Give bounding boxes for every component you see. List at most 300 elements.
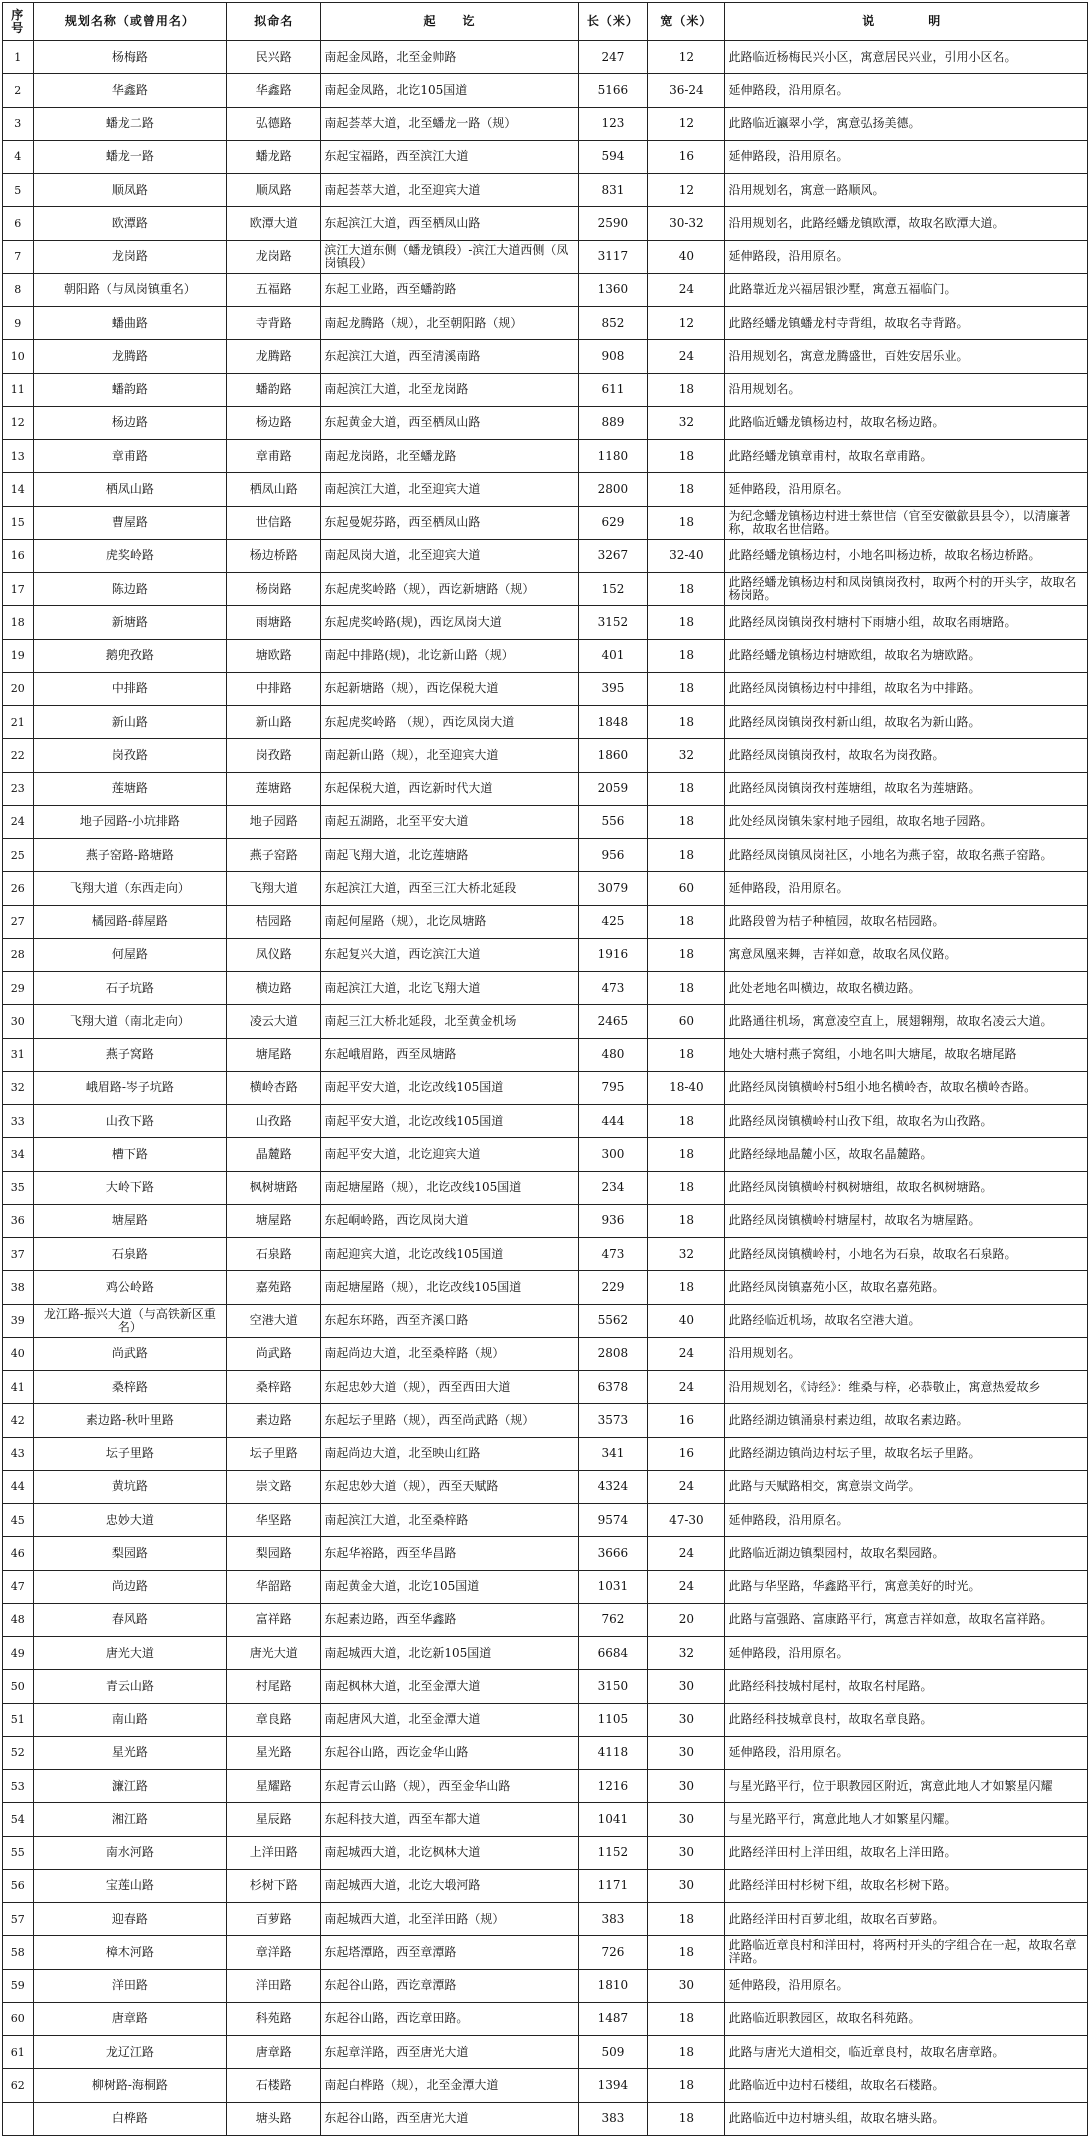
cell-proposed-name: 杨岗路 [227,573,321,606]
cell-length: 611 [578,373,648,406]
cell-route: 南起白桦路（规），北至金潭大道 [321,2069,578,2102]
cell-width: 18-40 [648,1071,725,1104]
cell-length: 2059 [578,772,648,805]
cell-no: 58 [3,1936,34,1969]
cell-width: 18 [648,938,725,971]
cell-route: 南起金凤路，北至金帅路 [321,41,578,74]
table-row [3,1603,1088,1636]
cell-no: 39 [3,1304,34,1337]
cell-description: 此路经凤岗镇横岭村5组小地名横岭杏，故取名横岭杏路。 [725,1071,1088,1104]
cell-proposed-name: 唐光大道 [227,1637,321,1670]
cell-description: 此路经蟠龙镇蟠龙村寺背组，故取名寺背路。 [725,307,1088,340]
cell-length: 4324 [578,1470,648,1503]
cell-planned-name: 华鑫路 [33,74,226,107]
cell-width: 16 [648,1404,725,1437]
cell-description: 沿用规划名。 [725,1337,1088,1370]
cell-width: 32 [648,1637,725,1670]
table-header-row [3,3,1088,41]
cell-description: 此路临近湖边镇梨园村，故取名梨园路。 [725,1537,1088,1570]
cell-proposed-name: 凤仪路 [227,938,321,971]
cell-route: 南起黄金大道，北讫105国道 [321,1570,578,1603]
cell-length: 395 [578,672,648,705]
cell-no: 29 [3,972,34,1005]
cell-width: 18 [648,440,725,473]
cell-description: 此路通往机场，寓意凌空直上，展翅翱翔，故取名凌云大道。 [725,1005,1088,1038]
cell-description: 延伸路段，沿用原名。 [725,1637,1088,1670]
table-row [3,1869,1088,1902]
cell-length: 1031 [578,1570,648,1603]
table-row [3,273,1088,306]
cell-proposed-name: 石楼路 [227,2069,321,2102]
cell-no: 31 [3,1038,34,1071]
cell-width: 16 [648,1437,725,1470]
cell-proposed-name: 龙腾路 [227,340,321,373]
cell-no: 61 [3,2036,34,2069]
cell-proposed-name: 章甫路 [227,440,321,473]
cell-proposed-name: 五福路 [227,273,321,306]
cell-planned-name: 飞翔大道（东西走向） [33,872,226,905]
cell-proposed-name: 栖凤山路 [227,473,321,506]
cell-proposed-name: 星耀路 [227,1770,321,1803]
cell-no: 38 [3,1271,34,1304]
cell-planned-name: 蟠韵路 [33,373,226,406]
cell-width: 24 [648,1371,725,1404]
cell-description: 此路经湖边镇涌泉村素边组，故取名素边路。 [725,1404,1088,1437]
cell-no: 14 [3,473,34,506]
cell-route: 东起峒岭路，西讫凤岗大道 [321,1204,578,1237]
cell-route: 南起唐风大道，北至金潭大道 [321,1703,578,1736]
cell-planned-name: 青云山路 [33,1670,226,1703]
table-row [3,1437,1088,1470]
cell-description: 此路经凤岗镇嘉苑小区，故取名嘉苑路。 [725,1271,1088,1304]
cell-route: 滨江大道东侧（蟠龙镇段）-滨江大道西侧（凤岗镇段） [321,240,578,273]
cell-planned-name: 春风路 [33,1603,226,1636]
cell-proposed-name: 晶麓路 [227,1138,321,1171]
cell-length: 889 [578,406,648,439]
header-route: 起 讫 [321,3,578,41]
cell-description: 此路经洋田村上洋田组，故取名上洋田路。 [725,1836,1088,1869]
cell-no: 34 [3,1138,34,1171]
cell-length: 1916 [578,938,648,971]
cell-proposed-name: 桔园路 [227,905,321,938]
cell-planned-name: 陈边路 [33,573,226,606]
cell-route: 东起滨江大道，西至清溪南路 [321,340,578,373]
cell-length: 1860 [578,739,648,772]
cell-planned-name: 栖凤山路 [33,473,226,506]
cell-no: 49 [3,1637,34,1670]
cell-length: 6684 [578,1637,648,1670]
cell-planned-name: 南水河路 [33,1836,226,1869]
table-row [3,639,1088,672]
cell-proposed-name: 百萝路 [227,1903,321,1936]
cell-route: 东起黄金大道，西至栖凤山路 [321,406,578,439]
cell-no: 27 [3,905,34,938]
cell-route: 东起复兴大道，西讫滨江大道 [321,938,578,971]
cell-route: 东起滨江大道，西至三江大桥北延段 [321,872,578,905]
cell-width: 18 [648,506,725,539]
cell-width: 18 [648,905,725,938]
cell-no: 10 [3,340,34,373]
cell-planned-name: 梨园路 [33,1537,226,1570]
table-row [3,1770,1088,1803]
cell-length: 3150 [578,1670,648,1703]
cell-planned-name: 素边路-秋叶里路 [33,1404,226,1437]
cell-proposed-name: 横边路 [227,972,321,1005]
cell-description: 此路段曾为桔子种植园，故取名桔园路。 [725,905,1088,938]
cell-route: 南起塘屋路（规），北讫改线105国道 [321,1171,578,1204]
cell-description: 此路经蟠龙镇章甫村，故取名章甫路。 [725,440,1088,473]
cell-planned-name: 岗孜路 [33,739,226,772]
table-row [3,2102,1088,2135]
cell-planned-name: 顺凤路 [33,174,226,207]
table-row [3,573,1088,606]
table-row [3,373,1088,406]
cell-route: 南起龙岗路，北至蟠龙路 [321,440,578,473]
cell-length: 2800 [578,473,648,506]
cell-width: 30 [648,1770,725,1803]
cell-route: 南起龙腾路（规），北至朝阳路（规） [321,307,578,340]
cell-description: 延伸路段，沿用原名。 [725,1969,1088,2002]
table-row [3,739,1088,772]
cell-route: 东起峨眉路，西至凤塘路 [321,1038,578,1071]
cell-width: 20 [648,1603,725,1636]
table-row [3,1836,1088,1869]
cell-description: 沿用规划名。 [725,373,1088,406]
cell-no: 22 [3,739,34,772]
cell-length: 5166 [578,74,648,107]
cell-no: 12 [3,406,34,439]
cell-proposed-name: 坛子里路 [227,1437,321,1470]
cell-planned-name: 山孜下路 [33,1105,226,1138]
cell-length: 300 [578,1138,648,1171]
cell-route: 东起谷山路，西至唐光大道 [321,2102,578,2135]
cell-description: 此路与富强路、富康路平行，寓意吉祥如意，故取名富祥路。 [725,1603,1088,1636]
cell-no: 56 [3,1869,34,1902]
table-row [3,1637,1088,1670]
cell-route: 东起章洋路，西至唐光大道 [321,2036,578,2069]
cell-route: 东起塔潭路，西至章潭路 [321,1936,578,1969]
cell-route: 东起曼妮芬路，西至栖凤山路 [321,506,578,539]
cell-planned-name: 杨梅路 [33,41,226,74]
cell-planned-name: 龙岗路 [33,240,226,273]
cell-planned-name: 洋田路 [33,1969,226,2002]
cell-length: 1105 [578,1703,648,1736]
table-row [3,672,1088,705]
cell-width: 18 [648,373,725,406]
cell-proposed-name: 石泉路 [227,1238,321,1271]
cell-route: 东起虎奖岭路(规)，西讫凤岗大道 [321,606,578,639]
cell-proposed-name: 富祥路 [227,1603,321,1636]
cell-proposed-name: 星辰路 [227,1803,321,1836]
cell-route: 东起忠妙大道（规），西至天赋路 [321,1470,578,1503]
cell-planned-name: 迎春路 [33,1903,226,1936]
cell-no: 21 [3,706,34,739]
cell-planned-name: 燕子窑路-路塘路 [33,839,226,872]
cell-length: 1152 [578,1836,648,1869]
cell-planned-name: 新塘路 [33,606,226,639]
cell-description: 此路临近瀛翠小学，寓意弘扬美德。 [725,107,1088,140]
cell-route: 南起金凤路，北讫105国道 [321,74,578,107]
table-row [3,905,1088,938]
cell-planned-name: 坛子里路 [33,1437,226,1470]
cell-route: 南起塘屋路（规），北讫改线105国道 [321,1271,578,1304]
cell-proposed-name: 地子园路 [227,805,321,838]
cell-proposed-name: 枫树塘路 [227,1171,321,1204]
cell-length: 247 [578,41,648,74]
cell-width: 30 [648,1836,725,1869]
cell-length: 9574 [578,1504,648,1537]
table-row [3,938,1088,971]
cell-route: 南起中排路(规)，北讫新山路（规） [321,639,578,672]
table-row [3,1803,1088,1836]
cell-length: 3079 [578,872,648,905]
cell-planned-name: 塘屋路 [33,1204,226,1237]
cell-width: 18 [648,839,725,872]
cell-planned-name: 龙辽江路 [33,2036,226,2069]
cell-width: 24 [648,340,725,373]
cell-description: 此路临近中边村塘头组，故取名塘头路。 [725,2102,1088,2135]
table-body [3,41,1088,2136]
cell-description: 此路经凤岗镇杨边村中排组，故取名为中排路。 [725,672,1088,705]
cell-proposed-name: 寺背路 [227,307,321,340]
cell-proposed-name: 崇文路 [227,1470,321,1503]
cell-length: 3117 [578,240,648,273]
cell-description: 沿用规划名，寓意一路顺风。 [725,174,1088,207]
cell-description: 此路临近蟠龙镇杨边村，故取名杨边路。 [725,406,1088,439]
cell-width: 60 [648,1005,725,1038]
cell-no: 42 [3,1404,34,1437]
cell-route: 东起工业路，西至蟠韵路 [321,273,578,306]
cell-width: 24 [648,1470,725,1503]
table-row [3,1570,1088,1603]
cell-no: 55 [3,1836,34,1869]
cell-description: 此路经绿地晶麓小区，故取名晶麓路。 [725,1138,1088,1171]
cell-length: 3152 [578,606,648,639]
cell-proposed-name: 洋田路 [227,1969,321,2002]
table-row [3,1371,1088,1404]
cell-no: 47 [3,1570,34,1603]
cell-planned-name: 蟠曲路 [33,307,226,340]
cell-no: 23 [3,772,34,805]
cell-planned-name: 石泉路 [33,1238,226,1271]
table-row [3,1138,1088,1171]
cell-no: 9 [3,307,34,340]
cell-description: 此路经科技城村尾村，故取名村尾路。 [725,1670,1088,1703]
cell-length: 956 [578,839,648,872]
cell-description: 此路经蟠龙镇杨边村塘欧组，故取名为塘欧路。 [725,639,1088,672]
table-row [3,41,1088,74]
cell-route: 东起滨江大道，西至栖凤山路 [321,207,578,240]
cell-proposed-name: 杨边桥路 [227,539,321,572]
cell-no: 2 [3,74,34,107]
cell-route: 东起谷山路，西讫章田路。 [321,2002,578,2035]
cell-route: 东起忠妙大道（规），西至西田大道 [321,1371,578,1404]
cell-planned-name: 新山路 [33,706,226,739]
cell-route: 南起迎宾大道，北讫改线105国道 [321,1238,578,1271]
cell-planned-name: 尚武路 [33,1337,226,1370]
cell-description: 此路经凤岗镇横岭村枫树塘组，故取名枫树塘路。 [725,1171,1088,1204]
cell-no: 20 [3,672,34,705]
cell-route: 南起何屋路（规），北讫凤塘路 [321,905,578,938]
table-row [3,839,1088,872]
table-row [3,240,1088,273]
cell-width: 18 [648,2102,725,2135]
cell-route: 东起东环路，西至齐溪口路 [321,1304,578,1337]
cell-length: 401 [578,639,648,672]
cell-proposed-name: 岗孜路 [227,739,321,772]
cell-no: 46 [3,1537,34,1570]
cell-planned-name: 柳树路-海桐路 [33,2069,226,2102]
cell-route: 南起荟萃大道，北至蟠龙一路（规） [321,107,578,140]
cell-width: 40 [648,240,725,273]
cell-route: 南起滨江大道，北至迎宾大道 [321,473,578,506]
table-row [3,1038,1088,1071]
cell-no: 51 [3,1703,34,1736]
cell-no: 8 [3,273,34,306]
table-row [3,2036,1088,2069]
cell-description: 延伸路段，沿用原名。 [725,1736,1088,1769]
cell-description: 此路经凤岗镇岗孜村莲塘组，故取名为莲塘路。 [725,772,1088,805]
cell-length: 1216 [578,1770,648,1803]
cell-proposed-name: 雨塘路 [227,606,321,639]
cell-no: 1 [3,41,34,74]
header-no: 序号 [3,3,34,41]
table-row [3,340,1088,373]
cell-length: 1848 [578,706,648,739]
cell-planned-name: 虎奖岭路 [33,539,226,572]
cell-length: 1180 [578,440,648,473]
table-row [3,1969,1088,2002]
cell-width: 18 [648,573,725,606]
cell-proposed-name: 嘉苑路 [227,1271,321,1304]
header-length: 长（米） [578,3,648,41]
cell-description: 此路临近中边村石楼组，故取名石楼路。 [725,2069,1088,2102]
cell-width: 18 [648,1138,725,1171]
cell-width: 40 [648,1304,725,1337]
cell-planned-name: 唐章路 [33,2002,226,2035]
cell-planned-name: 白桦路 [33,2102,226,2135]
cell-no: 57 [3,1903,34,1936]
table-row [3,74,1088,107]
header-name: 规划名称（或曾用名） [33,3,226,41]
cell-proposed-name: 莲塘路 [227,772,321,805]
cell-planned-name: 星光路 [33,1736,226,1769]
table-row [3,772,1088,805]
cell-planned-name: 桑梓路 [33,1371,226,1404]
cell-width: 18 [648,639,725,672]
cell-length: 473 [578,1238,648,1271]
cell-route: 东起素边路，西至华鑫路 [321,1603,578,1636]
cell-proposed-name: 中排路 [227,672,321,705]
cell-route: 南起滨江大道，北至龙岗路 [321,373,578,406]
cell-width: 18 [648,1271,725,1304]
cell-planned-name: 尚边路 [33,1570,226,1603]
cell-proposed-name: 章洋路 [227,1936,321,1969]
cell-width: 12 [648,41,725,74]
table-row [3,440,1088,473]
cell-width: 32 [648,1238,725,1271]
cell-route: 南起城西大道，北讫大塅河路 [321,1869,578,1902]
cell-no: 36 [3,1204,34,1237]
table-row [3,1204,1088,1237]
cell-planned-name: 龙江路-振兴大道（与高铁新区重名） [33,1304,226,1337]
cell-length: 831 [578,174,648,207]
cell-planned-name: 黄坑路 [33,1470,226,1503]
header-new-name: 拟命名 [227,3,321,41]
cell-planned-name: 橘园路-薛屋路 [33,905,226,938]
cell-description: 此路经凤岗镇横岭村山孜下组，故取名为山孜路。 [725,1105,1088,1138]
cell-description: 此处经凤岗镇朱家村地子园组，故取名地子园路。 [725,805,1088,838]
cell-length: 5562 [578,1304,648,1337]
cell-planned-name: 南山路 [33,1703,226,1736]
cell-route: 南起城西大道，北至洋田路（规） [321,1903,578,1936]
cell-planned-name: 樟木河路 [33,1936,226,1969]
cell-planned-name: 宝莲山路 [33,1869,226,1902]
cell-width: 30 [648,1703,725,1736]
cell-description: 延伸路段，沿用原名。 [725,74,1088,107]
cell-no: 59 [3,1969,34,2002]
table-row [3,606,1088,639]
cell-description: 此路临近杨梅民兴小区，寓意居民兴业，引用小区名。 [725,41,1088,74]
cell-route: 南起尚边大道，北至桑梓路（规） [321,1337,578,1370]
cell-proposed-name: 新山路 [227,706,321,739]
cell-planned-name: 莲塘路 [33,772,226,805]
cell-no: 28 [3,938,34,971]
cell-route: 东起虎奖岭路 （规），西讫凤岗大道 [321,706,578,739]
cell-width: 30 [648,1869,725,1902]
cell-no: 15 [3,506,34,539]
cell-no: 43 [3,1437,34,1470]
cell-description: 此路经凤岗镇岗孜村塘村下雨塘小组，故取名雨塘路。 [725,606,1088,639]
cell-length: 936 [578,1204,648,1237]
cell-no: 33 [3,1105,34,1138]
cell-width: 24 [648,1570,725,1603]
cell-planned-name: 曹屋路 [33,506,226,539]
cell-no: 45 [3,1504,34,1537]
table-row [3,706,1088,739]
cell-route: 南起滨江大道，北讫飞翔大道 [321,972,578,1005]
cell-length: 3267 [578,539,648,572]
cell-length: 3666 [578,1537,648,1570]
cell-no: 25 [3,839,34,872]
cell-proposed-name: 塘头路 [227,2102,321,2135]
cell-no: 41 [3,1371,34,1404]
cell-description: 此路与华坚路，华鑫路平行，寓意美好的时光。 [725,1570,1088,1603]
cell-description: 此路靠近龙兴福居银沙墅，寓意五福临门。 [725,273,1088,306]
cell-description: 与星光路平行，寓意此地人才如繁星闪耀。 [725,1803,1088,1836]
cell-planned-name: 杨边路 [33,406,226,439]
cell-description: 延伸路段，沿用原名。 [725,872,1088,905]
cell-planned-name: 槽下路 [33,1138,226,1171]
table-row [3,1404,1088,1437]
cell-proposed-name: 上洋田路 [227,1836,321,1869]
cell-description: 此路经凤岗镇横岭村塘屋村，故取名为塘屋路。 [725,1204,1088,1237]
cell-description: 延伸路段，沿用原名。 [725,240,1088,273]
cell-proposed-name: 素边路 [227,1404,321,1437]
cell-length: 2808 [578,1337,648,1370]
cell-description: 此路经凤岗镇凤岗社区，小地名为燕子窑，故取名燕子窑路。 [725,839,1088,872]
cell-planned-name: 鸡公岭路 [33,1271,226,1304]
cell-width: 24 [648,273,725,306]
cell-no: 50 [3,1670,34,1703]
cell-description: 此路经蟠龙镇杨边村，小地名叫杨边桥，故取名杨边桥路。 [725,539,1088,572]
cell-width: 47-30 [648,1504,725,1537]
cell-length: 908 [578,340,648,373]
cell-proposed-name: 星光路 [227,1736,321,1769]
cell-length: 152 [578,573,648,606]
cell-route: 南起城西大道，北讫枫林大道 [321,1836,578,1869]
cell-planned-name: 忠妙大道 [33,1504,226,1537]
